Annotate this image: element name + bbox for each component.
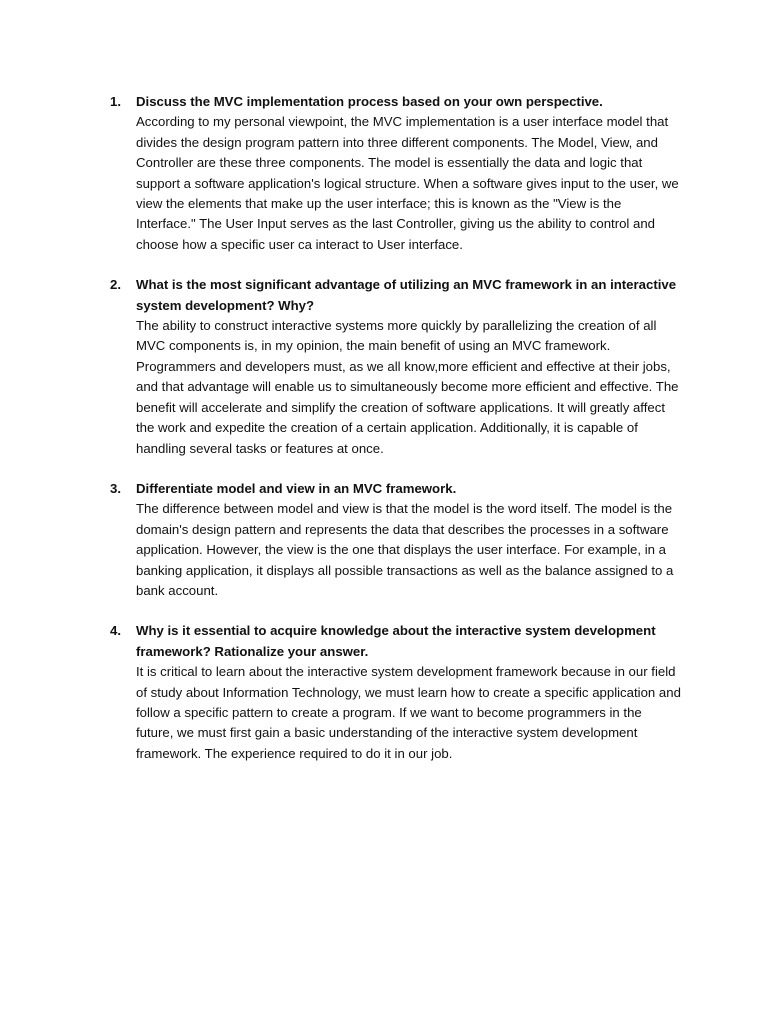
- list-item: [0, 275, 768, 459]
- question-text: Differentiate model and view in an MVC framework.: [136, 480, 457, 496]
- question-list: [0, 92, 768, 784]
- list-item: [0, 621, 768, 764]
- list-item: [0, 92, 768, 255]
- question-text: What is the most significant advantage of utilizing an MVC framework in an interactive system development? Why?: [136, 277, 677, 313]
- answer-text: The difference between model and view is that the model is the word itself. The model is the domain's design pattern and represents the data that describes the processes in a software application. However, the view is the one that displays the user interface. For example, in a banking application, it displays all possible transactions as well as the balance assigned to a bank account.: [136, 501, 674, 598]
- item-number: 3.: [110, 480, 121, 496]
- item-number: 1.: [110, 94, 121, 109]
- question-text: Why is it essential to acquire knowledge about the interactive system development framework? Rationalize your answer.: [136, 623, 656, 659]
- answer-text: According to my personal viewpoint, the MVC implementation is a user interface model that divides the design program pattern into three different components. The Model, View, and Controller are these three components. The model is essentially the data and logic that support a software application's logical structure. When a software gives input to the user, we view the elements that make up the user interface; this is known as the "View is the Interface." The User Input serves as the last Controller, giving us the ability to control and choose how a specific user ca interact to User interface.: [136, 114, 679, 252]
- answer-text: It is critical to learn about the interactive system development framework because in our field of study about Information Technology, we must learn how to create a specific application and follow a specific pattern to create a program. If we want to become programmers in the future, we must first gain a basic understanding of the interactive system development framework. The experience required to do it in our job.: [136, 664, 681, 761]
- answer-text: The ability to construct interactive systems more quickly by parallelizing the creation of all MVC components is, in my opinion, the main benefit of using an MVC framework. Programmers and developers must, as we all know,more efficient and effective at their jobs, and that advantage will enable us to simultaneously become more efficient and effective. The benefit will accelerate and simplify the creation of software applications. It will greatly affect the work and expedite the creation of a certain application. Additionally, it is capable of handling several tasks or features at once.: [136, 318, 679, 456]
- question-text: Discuss the MVC implementation process based on your own perspective.: [136, 94, 603, 109]
- list-item: [0, 479, 768, 601]
- item-number: 4.: [110, 623, 121, 639]
- item-number: 2.: [110, 277, 121, 293]
